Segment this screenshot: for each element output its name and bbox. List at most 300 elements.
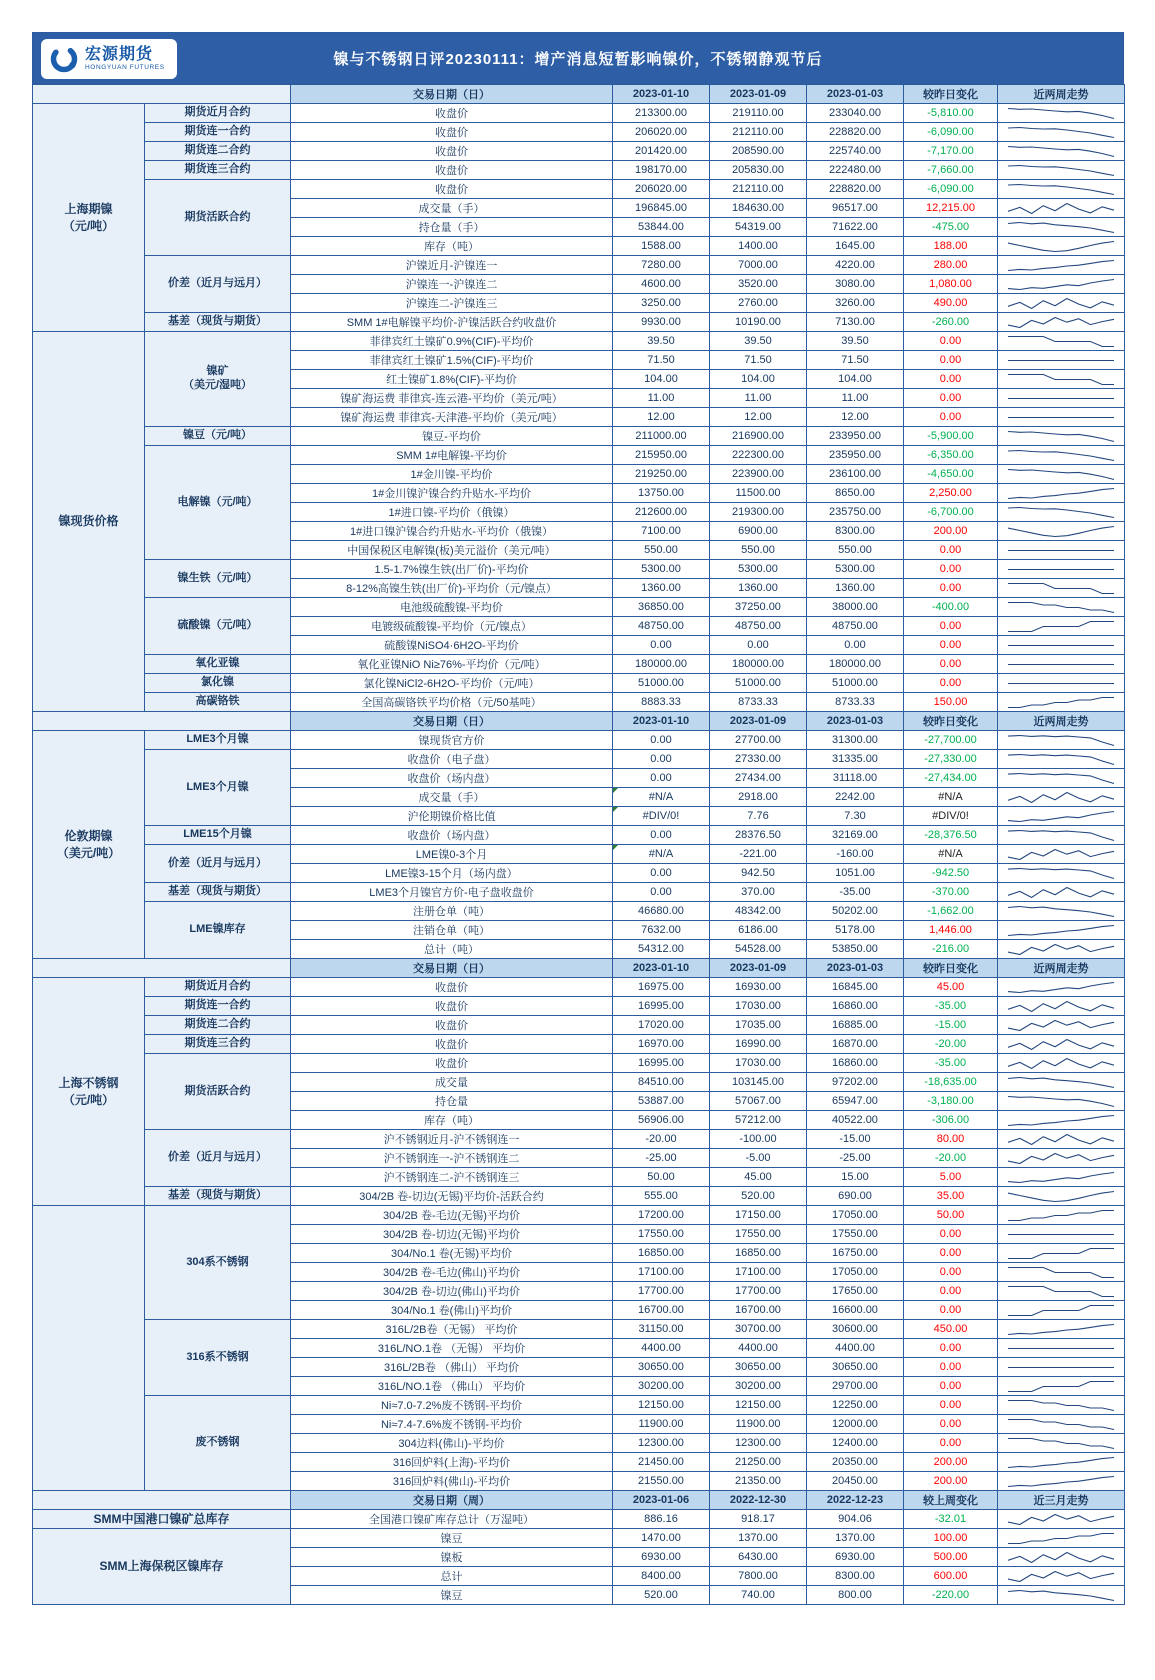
value-cell: 4400.00: [710, 1339, 807, 1358]
value-cell: 5300.00: [710, 560, 807, 579]
change-cell: 0.00: [904, 408, 998, 427]
sparkline: [1005, 619, 1117, 634]
value-cell: 180000.00: [613, 655, 710, 674]
value-cell: 39.50: [807, 332, 904, 351]
data-row: [33, 1016, 1125, 1035]
subcategory-cell: 期货连二合约: [145, 142, 291, 161]
change-cell: -6,090.00: [904, 180, 998, 199]
data-row: [33, 560, 1125, 579]
value-cell: 48342.00: [710, 902, 807, 921]
trend-cell: [998, 883, 1125, 902]
indicator-label: 收盘价: [291, 997, 613, 1016]
value-cell: 235950.00: [807, 446, 904, 465]
sparkline: [1005, 828, 1117, 843]
value-cell: 1051.00: [807, 864, 904, 883]
data-row: [33, 997, 1125, 1016]
sparkline: [1005, 1189, 1117, 1204]
change-cell: -6,350.00: [904, 446, 998, 465]
subcategory-cell: 期货连二合约: [145, 1016, 291, 1035]
indicator-label: 收盘价: [291, 104, 613, 123]
value-cell: 4600.00: [613, 275, 710, 294]
indicator-label: 菲律宾红土镍矿1.5%(CIF)-平均价: [291, 351, 613, 370]
indicator-label: 电镀级硫酸镍-平均价（元/镍点）: [291, 617, 613, 636]
sparkline: [1005, 543, 1117, 558]
value-cell: 17100.00: [710, 1263, 807, 1282]
value-cell: 1470.00: [613, 1529, 710, 1548]
trend-cell: [998, 788, 1125, 807]
value-cell: 886.16: [613, 1510, 710, 1529]
trend-cell: [998, 1320, 1125, 1339]
value-cell: 17150.00: [710, 1206, 807, 1225]
value-cell: 12250.00: [807, 1396, 904, 1415]
value-cell: 17100.00: [613, 1263, 710, 1282]
value-cell: 1370.00: [807, 1529, 904, 1548]
change-cell: -18,635.00: [904, 1073, 998, 1092]
change-cell: -1,662.00: [904, 902, 998, 921]
subcategory-cell: 期货连一合约: [145, 997, 291, 1016]
value-cell: 550.00: [807, 541, 904, 560]
value-cell: 30200.00: [710, 1377, 807, 1396]
indicator-label: 成交量（手）: [291, 199, 613, 218]
date-header-label: 交易日期（周）: [291, 1491, 613, 1510]
sparkline: [1005, 1037, 1117, 1052]
data-row: [33, 1054, 1125, 1073]
sparkline: [1005, 866, 1117, 881]
trend-cell: [998, 465, 1125, 484]
value-cell: 50202.00: [807, 902, 904, 921]
data-row: [33, 731, 1125, 750]
subcategory-cell: 期货连三合约: [145, 1035, 291, 1054]
value-cell: 800.00: [807, 1586, 904, 1605]
indicator-label: 收盘价（场内盘）: [291, 769, 613, 788]
value-cell: 219300.00: [710, 503, 807, 522]
value-cell: 222480.00: [807, 161, 904, 180]
value-cell: 0.00: [613, 826, 710, 845]
value-cell: 2242.00: [807, 788, 904, 807]
trend-cell: [998, 769, 1125, 788]
value-cell: 12000.00: [807, 1415, 904, 1434]
change-cell: 450.00: [904, 1320, 998, 1339]
value-cell: 3080.00: [807, 275, 904, 294]
trend-cell: [998, 750, 1125, 769]
indicator-label: LME镍3-15个月（场内盘）: [291, 864, 613, 883]
indicator-label: 316L/NO.1卷 （无锡） 平均价: [291, 1339, 613, 1358]
change-cell: -5,810.00: [904, 104, 998, 123]
indicator-label: SMM 1#电解镍平均价-沪镍活跃合约收盘价: [291, 313, 613, 332]
value-cell: 50.00: [613, 1168, 710, 1187]
indicator-label: 304/2B 卷-切边(无锡)平均价: [291, 1225, 613, 1244]
change-cell: 1,446.00: [904, 921, 998, 940]
change-cell: 0.00: [904, 579, 998, 598]
value-cell: 54319.00: [710, 218, 807, 237]
value-cell: 208590.00: [710, 142, 807, 161]
value-cell: 198170.00: [613, 161, 710, 180]
value-cell: #N/A: [613, 788, 710, 807]
subcategory-cell: 价差（近月与远月）: [145, 256, 291, 313]
data-row: [33, 446, 1125, 465]
change-cell: 5.00: [904, 1168, 998, 1187]
trend-cell: [998, 826, 1125, 845]
sparkline: [1005, 353, 1117, 368]
data-row: [33, 1206, 1125, 1225]
header-spacer-cell: [33, 1491, 291, 1510]
value-cell: 7.30: [807, 807, 904, 826]
company-name-en: HONGYUAN FUTURES: [85, 63, 165, 71]
value-cell: 16700.00: [613, 1301, 710, 1320]
value-cell: 30650.00: [710, 1358, 807, 1377]
report-table: [32, 84, 1125, 1605]
value-cell: 212110.00: [710, 180, 807, 199]
trend-column-header: 近三月走势: [998, 1491, 1125, 1510]
sparkline: [1005, 695, 1117, 710]
subcategory-cell: 镍矿 （美元/湿吨）: [145, 332, 291, 427]
data-row: [33, 427, 1125, 446]
subcategory-cell: 价差（近月与远月）: [145, 845, 291, 883]
value-cell: -100.00: [710, 1130, 807, 1149]
value-cell: 5178.00: [807, 921, 904, 940]
sparkline: [1005, 1569, 1117, 1584]
value-cell: 40522.00: [807, 1111, 904, 1130]
sparkline: [1005, 657, 1117, 672]
sparkline: [1005, 1246, 1117, 1261]
value-cell: 2918.00: [710, 788, 807, 807]
change-cell: 0.00: [904, 1358, 998, 1377]
value-cell: 4220.00: [807, 256, 904, 275]
change-cell: 12,215.00: [904, 199, 998, 218]
trend-cell: [998, 1016, 1125, 1035]
value-cell: 20350.00: [807, 1453, 904, 1472]
title-bar: [32, 32, 1124, 84]
value-cell: -221.00: [710, 845, 807, 864]
indicator-label: 8-12%高镍生铁(出厂价)-平均价（元/镍点）: [291, 579, 613, 598]
data-row: [33, 598, 1125, 617]
value-cell: 11500.00: [710, 484, 807, 503]
indicator-label: 316回炉料(上海)-平均价: [291, 1453, 613, 1472]
value-cell: 54312.00: [613, 940, 710, 959]
data-row: [33, 332, 1125, 351]
category-cell: [33, 1206, 145, 1491]
subcategory-cell: 废不锈钢: [145, 1396, 291, 1491]
change-column-header: 较昨日变化: [904, 712, 998, 731]
subcategory-cell: LME镍库存: [145, 902, 291, 959]
sparkline: [1005, 1265, 1117, 1280]
value-cell: 223900.00: [710, 465, 807, 484]
value-cell: 45.00: [710, 1168, 807, 1187]
subcategory-cell: 304系不锈钢: [145, 1206, 291, 1320]
data-row: [33, 180, 1125, 199]
indicator-label: 镍矿海运费 菲律宾-连云港-平均价（美元/吨）: [291, 389, 613, 408]
change-cell: 0.00: [904, 674, 998, 693]
indicator-label: 镍现货官方价: [291, 731, 613, 750]
trend-cell: [998, 237, 1125, 256]
trend-cell: [998, 1396, 1125, 1415]
change-cell: -260.00: [904, 313, 998, 332]
change-cell: 0.00: [904, 1244, 998, 1263]
sparkline: [1005, 182, 1117, 197]
sparkline: [1005, 1303, 1117, 1318]
indicator-label: 304/No.1 卷(佛山)平均价: [291, 1301, 613, 1320]
subcategory-cell: 氧化亚镍: [145, 655, 291, 674]
sparkline: [1005, 1056, 1117, 1071]
indicator-label: 全国港口镍矿库存总计（万湿吨）: [291, 1510, 613, 1529]
value-cell: 17035.00: [710, 1016, 807, 1035]
trend-cell: [998, 180, 1125, 199]
change-cell: 0.00: [904, 1396, 998, 1415]
value-cell: 555.00: [613, 1187, 710, 1206]
sparkline: [1005, 1018, 1117, 1033]
change-cell: 0.00: [904, 636, 998, 655]
change-cell: 0.00: [904, 655, 998, 674]
sparkline: [1005, 1208, 1117, 1223]
value-cell: -15.00: [807, 1130, 904, 1149]
indicator-label: 收盘价: [291, 1016, 613, 1035]
subcategory-cell: 硫酸镍（元/吨）: [145, 598, 291, 655]
trend-cell: [998, 541, 1125, 560]
value-cell: 48750.00: [710, 617, 807, 636]
value-cell: 5300.00: [613, 560, 710, 579]
value-cell: 0.00: [613, 883, 710, 902]
data-row: [33, 1529, 1125, 1548]
value-cell: 104.00: [807, 370, 904, 389]
sparkline: [1005, 733, 1117, 748]
change-cell: -20.00: [904, 1035, 998, 1054]
value-cell: 222300.00: [710, 446, 807, 465]
change-cell: -20.00: [904, 1149, 998, 1168]
value-cell: 48750.00: [613, 617, 710, 636]
date-column-header: 2023-01-10: [613, 712, 710, 731]
sparkline: [1005, 1398, 1117, 1413]
indicator-label: 收盘价: [291, 123, 613, 142]
value-cell: 29700.00: [807, 1377, 904, 1396]
value-cell: 16975.00: [613, 978, 710, 997]
value-cell: 16995.00: [613, 997, 710, 1016]
value-cell: 690.00: [807, 1187, 904, 1206]
value-cell: 17050.00: [807, 1263, 904, 1282]
trend-cell: [998, 674, 1125, 693]
value-cell: 12150.00: [710, 1396, 807, 1415]
value-cell: -20.00: [613, 1130, 710, 1149]
subcategory-cell: 基差（现货与期货）: [145, 313, 291, 332]
sparkline: [1005, 923, 1117, 938]
trend-cell: [998, 1225, 1125, 1244]
change-cell: 490.00: [904, 294, 998, 313]
indicator-label: 沪伦期镍价格比值: [291, 807, 613, 826]
date-header-label: 交易日期（日）: [291, 959, 613, 978]
sparkline: [1005, 1531, 1117, 1546]
trend-column-header: 近两周走势: [998, 959, 1125, 978]
trend-cell: [998, 313, 1125, 332]
value-cell: 17700.00: [613, 1282, 710, 1301]
subcategory-cell: 期货活跃合约: [145, 1054, 291, 1130]
data-row: [33, 674, 1125, 693]
indicator-label: 收盘价（电子盘）: [291, 750, 613, 769]
value-cell: 12150.00: [613, 1396, 710, 1415]
value-cell: 184630.00: [710, 199, 807, 218]
trend-cell: [998, 294, 1125, 313]
indicator-label: 1#进口镍-平均价（俄镍）: [291, 503, 613, 522]
value-cell: 3520.00: [710, 275, 807, 294]
change-cell: -942.50: [904, 864, 998, 883]
data-row: [33, 1320, 1125, 1339]
sparkline: [1005, 467, 1117, 482]
value-cell: 0.00: [613, 864, 710, 883]
trend-cell: [998, 1130, 1125, 1149]
value-cell: 11.00: [613, 389, 710, 408]
indicator-label: 持仓量: [291, 1092, 613, 1111]
value-cell: 7100.00: [613, 522, 710, 541]
category-cell: 伦敦期镍 （美元/吨）: [33, 731, 145, 959]
sparkline: [1005, 1284, 1117, 1299]
value-cell: 53844.00: [613, 218, 710, 237]
value-cell: 7632.00: [613, 921, 710, 940]
indicator-label: 沪镍连二-沪镍连三: [291, 294, 613, 313]
sparkline: [1005, 600, 1117, 615]
indicator-label: Ni≈7.4-7.6%废不锈钢-平均价: [291, 1415, 613, 1434]
sparkline: [1005, 125, 1117, 140]
value-cell: 16860.00: [807, 997, 904, 1016]
value-cell: 8733.33: [710, 693, 807, 712]
trend-cell: [998, 332, 1125, 351]
change-cell: 0.00: [904, 332, 998, 351]
subcategory-cell: 高碳铬铁: [145, 693, 291, 712]
indicator-label: 注册仓单（吨）: [291, 902, 613, 921]
trend-cell: [998, 1301, 1125, 1320]
value-cell: 6186.00: [710, 921, 807, 940]
value-cell: 21250.00: [710, 1453, 807, 1472]
value-cell: 8733.33: [807, 693, 904, 712]
value-cell: 1370.00: [710, 1529, 807, 1548]
indicator-label: 316回炉料(佛山)-平均价: [291, 1472, 613, 1491]
value-cell: 17020.00: [613, 1016, 710, 1035]
indicator-label: 持仓量（手）: [291, 218, 613, 237]
value-cell: 0.00: [613, 750, 710, 769]
subcategory-cell: 镍豆（元/吨）: [145, 427, 291, 446]
data-row: [33, 104, 1125, 123]
company-logo: [41, 39, 177, 79]
date-column-header: 2023-01-09: [710, 712, 807, 731]
value-cell: 16700.00: [710, 1301, 807, 1320]
value-cell: 180000.00: [807, 655, 904, 674]
data-row: [33, 313, 1125, 332]
value-cell: 12.00: [807, 408, 904, 427]
trend-cell: [998, 161, 1125, 180]
value-cell: 27330.00: [710, 750, 807, 769]
indicator-label: 库存（吨）: [291, 237, 613, 256]
value-cell: 11900.00: [710, 1415, 807, 1434]
value-cell: 213300.00: [613, 104, 710, 123]
data-row: [33, 256, 1125, 275]
indicator-label: 沪不锈钢连一-沪不锈钢连二: [291, 1149, 613, 1168]
data-row: [33, 883, 1125, 902]
value-cell: 37250.00: [710, 598, 807, 617]
trend-cell: [998, 598, 1125, 617]
change-cell: 0.00: [904, 560, 998, 579]
change-cell: 0.00: [904, 1263, 998, 1282]
value-cell: -5.00: [710, 1149, 807, 1168]
value-cell: 7280.00: [613, 256, 710, 275]
sparkline: [1005, 1322, 1117, 1337]
value-cell: 0.00: [613, 636, 710, 655]
value-cell: 104.00: [613, 370, 710, 389]
value-cell: #N/A: [613, 845, 710, 864]
subcategory-cell: 镍生铁（元/吨）: [145, 560, 291, 598]
value-cell: 1360.00: [613, 579, 710, 598]
sparkline: [1005, 448, 1117, 463]
value-cell: 54528.00: [710, 940, 807, 959]
indicator-label: 收盘价: [291, 180, 613, 199]
value-cell: 56906.00: [613, 1111, 710, 1130]
value-cell: 4400.00: [613, 1339, 710, 1358]
trend-cell: [998, 655, 1125, 674]
value-cell: -160.00: [807, 845, 904, 864]
indicator-label: 注销仓单（吨）: [291, 921, 613, 940]
sparkline: [1005, 391, 1117, 406]
sparkline: [1005, 220, 1117, 235]
value-cell: 20450.00: [807, 1472, 904, 1491]
subcategory-cell: 价差（近月与远月）: [145, 1130, 291, 1187]
trend-cell: [998, 864, 1125, 883]
data-row: [33, 142, 1125, 161]
value-cell: 17200.00: [613, 1206, 710, 1225]
value-cell: 0.00: [613, 769, 710, 788]
sparkline: [1005, 904, 1117, 919]
indicator-label: 库存（吨）: [291, 1111, 613, 1130]
trend-cell: [998, 1035, 1125, 1054]
data-row: [33, 161, 1125, 180]
value-cell: 27434.00: [710, 769, 807, 788]
trend-cell: [998, 617, 1125, 636]
value-cell: 30650.00: [807, 1358, 904, 1377]
value-cell: 28376.50: [710, 826, 807, 845]
value-cell: 212110.00: [710, 123, 807, 142]
indicator-label: 镍豆: [291, 1586, 613, 1605]
indicator-label: 收盘价（场内盘）: [291, 826, 613, 845]
value-cell: 10190.00: [710, 313, 807, 332]
header-spacer-cell: [33, 85, 291, 104]
value-cell: 550.00: [710, 541, 807, 560]
indicator-label: 硫酸镍NiSO4·6H2O-平均价: [291, 636, 613, 655]
sparkline: [1005, 486, 1117, 501]
data-row: [33, 123, 1125, 142]
value-cell: 6900.00: [710, 522, 807, 541]
value-cell: 30600.00: [807, 1320, 904, 1339]
change-cell: -32.01: [904, 1510, 998, 1529]
data-row: [33, 845, 1125, 864]
value-cell: #DIV/0!: [613, 807, 710, 826]
sparkline: [1005, 676, 1117, 691]
trend-cell: [998, 636, 1125, 655]
trend-cell: [998, 446, 1125, 465]
date-header-row: [33, 1491, 1125, 1510]
indicator-label: 中国保税区电解镍(板)美元溢价（美元/吨）: [291, 541, 613, 560]
value-cell: 39.50: [613, 332, 710, 351]
value-cell: 0.00: [613, 731, 710, 750]
change-cell: 200.00: [904, 1453, 998, 1472]
indicator-label: 成交量: [291, 1073, 613, 1092]
indicator-label: 成交量（手）: [291, 788, 613, 807]
trend-cell: [998, 142, 1125, 161]
value-cell: -25.00: [807, 1149, 904, 1168]
value-cell: 16845.00: [807, 978, 904, 997]
sparkline: [1005, 1436, 1117, 1451]
sparkline: [1005, 752, 1117, 767]
subcategory-cell: 316系不锈钢: [145, 1320, 291, 1396]
value-cell: 30700.00: [710, 1320, 807, 1339]
change-cell: -28,376.50: [904, 826, 998, 845]
value-cell: 17550.00: [710, 1225, 807, 1244]
trend-cell: [998, 731, 1125, 750]
indicator-label: 304边料(佛山)-平均价: [291, 1434, 613, 1453]
